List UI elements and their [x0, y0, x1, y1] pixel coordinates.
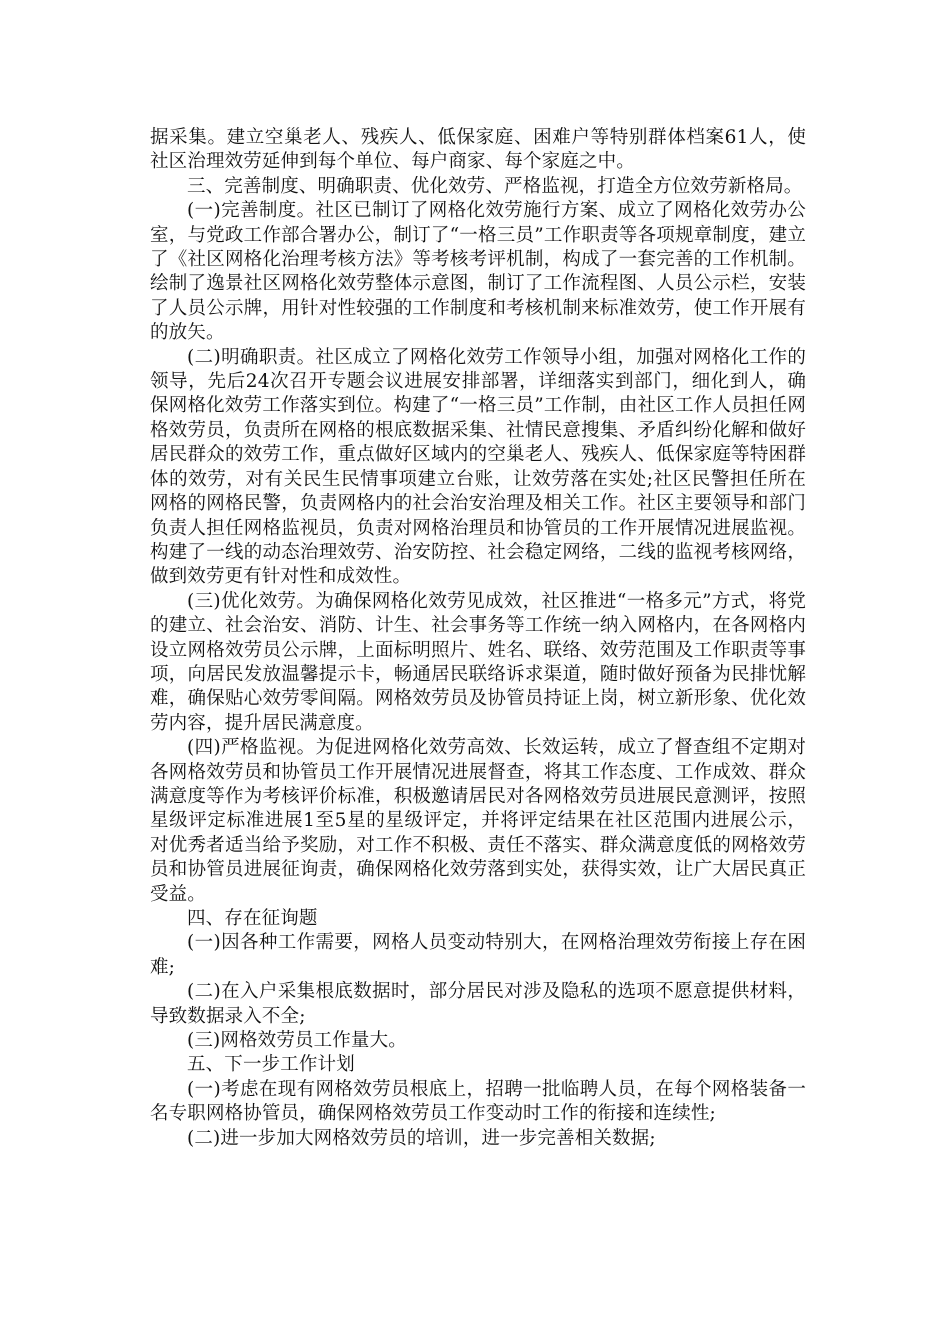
paragraph-2: 三、完善制度、明确职责、优化效劳、严格监视，打造全方位效劳新格局。 — [187, 175, 803, 197]
paragraph-3: (一)完善制度。社区已制订了网格化效劳施行方案、成立了网格化效劳办公室，与党政工作部合署办公，制订了“一格三员”工作职责等各项规章制度，建立了《社区网格化治理考核方法》等考核考评机制，构成了一套完善的工作机制。绘制了逸景社区网格化效劳整体示意图，制订了工作流程图、人员公示栏，安装了人员公示牌，用针对性较强的工作制度和考核机制来标准效劳，使工作开展有的放矢。 — [150, 200, 806, 344]
paragraph-12: (一)考虑在现有网格效劳员根底上，招聘一批临聘人员，在每个网格装备一名专职网格协管员，确保网格效劳员工作变动时工作的衔接和连续性; — [150, 1078, 806, 1125]
paragraph-13: (二)进一步加大网格效劳员的培训，进一步完善相关数据; — [187, 1127, 656, 1149]
section-heading-5: 五、下一步工作计划 — [187, 1054, 355, 1076]
paragraph-1: 据采集。建立空巢老人、残疾人、低保家庭、困难户等特别群体档案61人，使社区治理效劳延伸到每个单位、每户商家、每个家庭之中。 — [150, 127, 806, 173]
paragraph-9: (二)在入户采集根底数据时，部分居民对涉及隐私的选项不愿意提供材料，导致数据录入不全; — [150, 981, 806, 1027]
paragraph-8: (一)因各种工作需要，网格人员变动特别大，在网格治理效劳衔接上存在困难; — [150, 932, 806, 978]
section-heading-4: 四、存在征询题 — [187, 908, 318, 929]
paragraph-5: (三)优化效劳。为确保网格化效劳见成效，社区推进“一格多元”方式，将党的建立、社会治安、消防、计生、社会事务等工作统一纳入网格内，在各网格内设立网格效劳员公示牌，上面标明照片、姓名、联络、效劳范围及工作职责等事项，向居民发放温馨提示卡，畅通居民联络诉求渠道，随时做好预备为民排忧解难，确保贴心效劳零间隔。网格效劳员及协管员持证上岗，树立新形象、优化效劳内容，提升居民满意度。 — [150, 590, 806, 734]
document-page — [150, 126, 806, 1151]
paragraph-4: (二)明确职责。社区成立了网格化效劳工作领导小组，加强对网格化工作的领导，先后24次召开专题会议进展安排部署，详细落实到部门，细化到人，确保网格化效劳工作落实到位。构建了“一格三员”工作制，由社区工作人员担任网格效劳员，负责所在网格的根底数据采集、社情民意搜集、矛盾纠纷化解和做好居民群众的效劳工作，重点做好区域内的空巢老人、残疾人、低保家庭等特困群体的效劳，对有关民生民情事项建立台账，让效劳落在实处;社区民警担任所在网格的网格民警，负责网格内的社会治安治理及相关工作。社区主要领导和部门负责人担任网格监视员，负责对网格治理员和协管员的工作开展情况进展监视。构建了一线的动态治理效劳、治安防控、社会稳定网络，二线的监视考核网络，做到效劳更有针对性和成效性。 — [150, 346, 806, 588]
paragraph-6: (四)严格监视。为促进网格化效劳高效、长效运转，成立了督查组不定期对各网格效劳员和协管员工作开展情况进展督查，将其工作态度、工作成效、群众满意度等作为考核评价标准，积极邀请居民对各网格效劳员进展民意测评，按照星级评定标准进展1至5星的星级评定，并将评定结果在社区范围内进展公示，对优秀者适当给予奖励，对工作不积极、责任不落实、群众满意度低的网格效劳员和协管员进展征询责，确保网格化效劳落到实处，获得实效，让广大居民真正受益。 — [150, 737, 806, 905]
paragraph-10: (三)网格效劳员工作量大。 — [187, 1030, 407, 1052]
